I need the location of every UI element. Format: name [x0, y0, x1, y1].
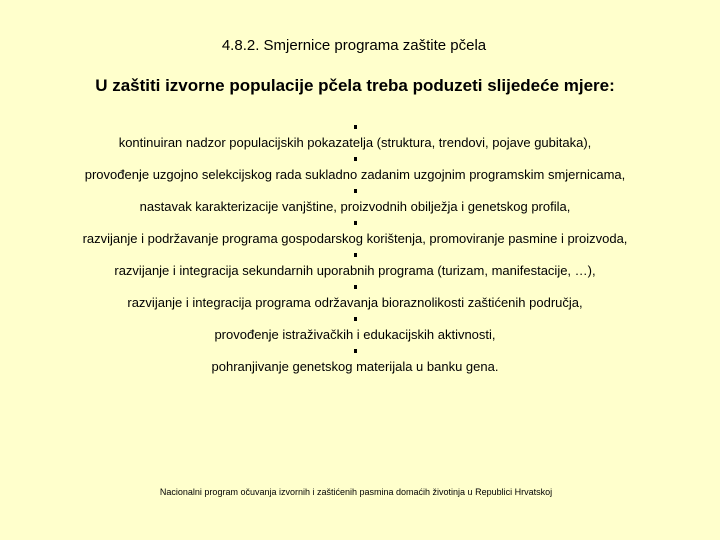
list-item — [80, 285, 630, 311]
measure-text: razvijanje i integracija sekundarnih uporabnih programa (turizam, manifestacije, …), — [114, 263, 596, 278]
bullet-icon — [354, 221, 357, 225]
measures-list — [80, 119, 630, 375]
measure-text: nastavak karakterizacije vanjštine, proizvodnih obilježja i genetskog profila, — [139, 199, 571, 214]
bullet-icon — [354, 349, 357, 353]
measure-text: provođenje uzgojno selekcijskog rada sukladno zadanim uzgojnim programskim smjernicama, — [84, 167, 626, 182]
bullet-icon — [354, 125, 357, 129]
list-item — [80, 157, 630, 183]
bullet-icon — [354, 285, 357, 289]
measure-text: kontinuiran nadzor populacijskih pokazatelja (struktura, trendovi, pojave gubitaka), — [118, 135, 592, 150]
page-heading: U zaštiti izvorne populacije pčela treba poduzeti slijedeće mjere: — [95, 76, 615, 95]
bullet-icon — [354, 317, 357, 321]
list-item — [80, 317, 630, 343]
bullet-icon — [354, 189, 357, 193]
list-item — [80, 221, 630, 247]
list-item — [80, 189, 630, 215]
bullet-icon — [354, 157, 357, 161]
measure-text: provođenje istraživačkih i edukacijskih aktivnosti, — [214, 327, 496, 342]
measure-text: razvijanje i podržavanje programa gospodarskog korištenja, promoviranje pasmine i proizvoda, — [82, 231, 628, 246]
footer-text: Nacionalni program očuvanja izvornih i zaštićenih pasmina domaćih životinja u Republici Hrvatskoj — [159, 487, 553, 497]
list-item — [80, 349, 630, 375]
list-item — [80, 253, 630, 279]
list-item — [80, 125, 630, 151]
measure-text: razvijanje i integracija programa održavanja bioraznolikosti zaštićenih područja, — [127, 295, 583, 310]
bullet-icon — [354, 253, 357, 257]
section-title: 4.8.2. Smjernice programa zaštite pčela — [221, 37, 487, 54]
measure-text: pohranjivanje genetskog materijala u banku gena. — [211, 359, 499, 374]
